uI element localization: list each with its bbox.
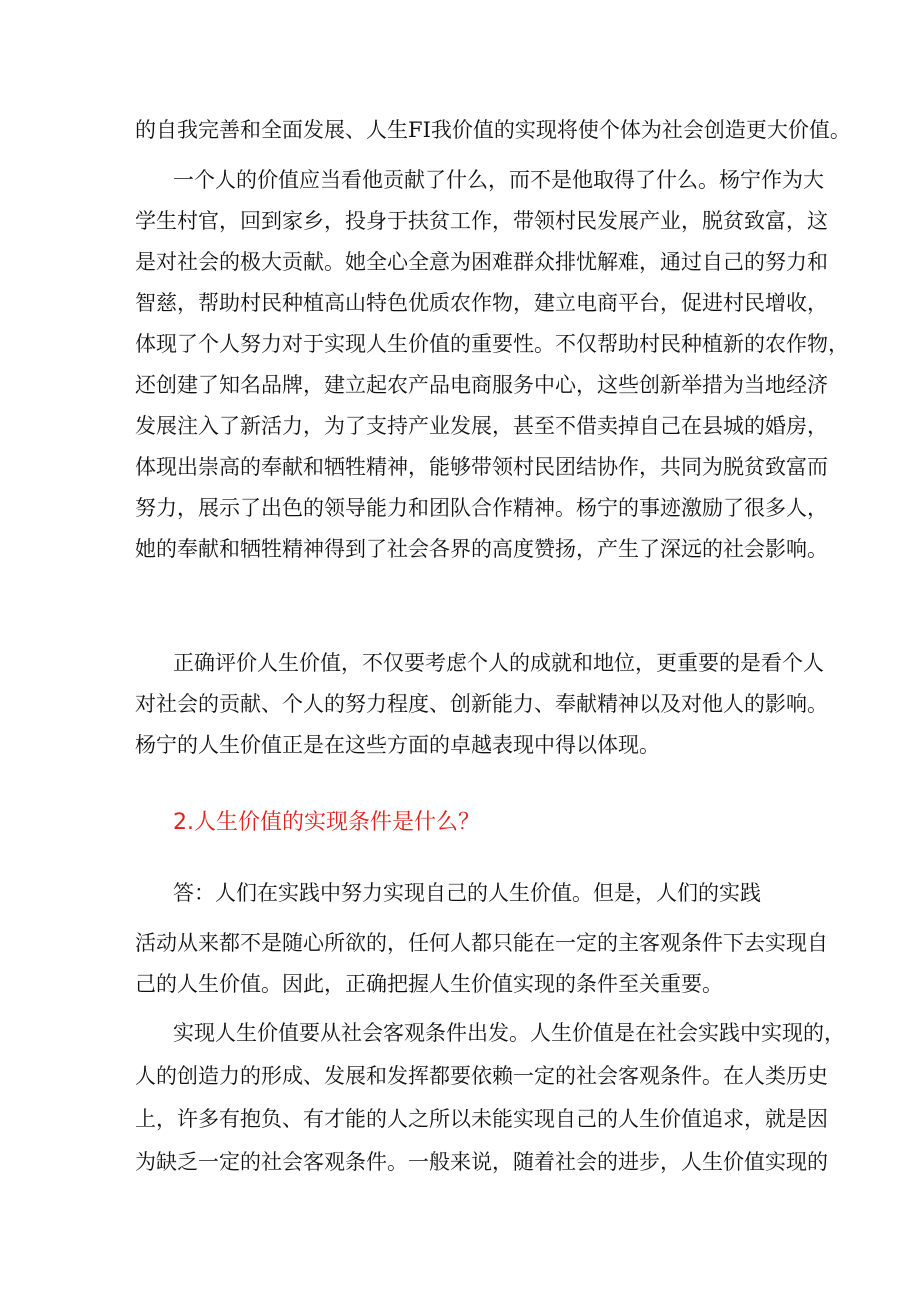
text-line: 学生村官，回到家乡，投身于扶贫工作，带领村民发展产业，脱贫致富，这 (135, 209, 828, 233)
text-line: 体现了个人努力对于实现人生价值的重要性。不仅帮助村民种植新的农作物， (135, 332, 849, 356)
text-line: 是对社会的极大贡献。她全心全意为困难群众排忧解难，通过自己的努力和 (135, 250, 828, 274)
section-heading: 2.人生价值的实现条件是什么？ (173, 810, 480, 835)
text-line: 为缺乏一定的社会客观条件。一般来说，随着社会的进步，人生价值实现的 (135, 1150, 828, 1174)
text-line: 对社会的贡献、个人的努力程度、创新能力、奉献精神以及对他人的影响。 (135, 692, 828, 716)
text-line: 一个人的价值应当看他贡献了什么，而不是他取得了什么。杨宁作为大 (173, 168, 824, 192)
text-line: 的自我完善和全面发展、人生FI我价值的实现将使个体为社会创造更大价值。 (135, 118, 851, 142)
answer-line: 答：人们在实践中努力实现自己的人生价值。但是，人们的实践 (173, 881, 761, 905)
text-line: 人的创造力的形成、发展和发挥都要依赖一定的社会客观条件。在人类历史 (135, 1064, 828, 1088)
text-line: 杨宁的人生价值正是在这些方面的卓越表现中得以体现。 (135, 733, 660, 757)
text-line: 智慈，帮助村民种植高山特色优质农作物，建立电商平台，促进村民增收， (135, 291, 828, 315)
text-line: 实现人生价值要从社会客观条件出发。人生价值是在社会实践中实现的， (173, 1021, 845, 1045)
text-line: 发展注入了新活力，为了支持产业发展，甚至不借卖掉自己在县城的婚房， (135, 414, 828, 438)
text-line: 上，许多有抱负、有才能的人之所以未能实现自己的人生价值追求，就是因 (135, 1107, 828, 1131)
answer-line: 己的人生价值。因此，正确把握人生价值实现的条件至关重要。 (135, 972, 723, 996)
text-line: 还创建了知名品牌，建立起农产品电商服务中心，这些创新举措为当地经济 (135, 373, 828, 397)
text-line: 努力，展示了出色的领导能力和团队合作精神。杨宁的事迹激励了很多人， (135, 496, 828, 520)
text-line: 正确评价人生价值，不仅要考虑个人的成就和地位，更重要的是看个人 (173, 651, 824, 675)
text-line: 她的奉献和牺牲精神得到了社会各界的高度赞扬，产生了深远的社会影响。 (135, 537, 828, 561)
answer-line: 活动从来都不是随心所欲的，任何人都只能在一定的主客观条件下去实现自 (135, 931, 828, 955)
text-line: 体现出崇高的奉献和牺牲精神，能够带领村民团结协作，共同为脱贫致富而 (135, 455, 828, 479)
